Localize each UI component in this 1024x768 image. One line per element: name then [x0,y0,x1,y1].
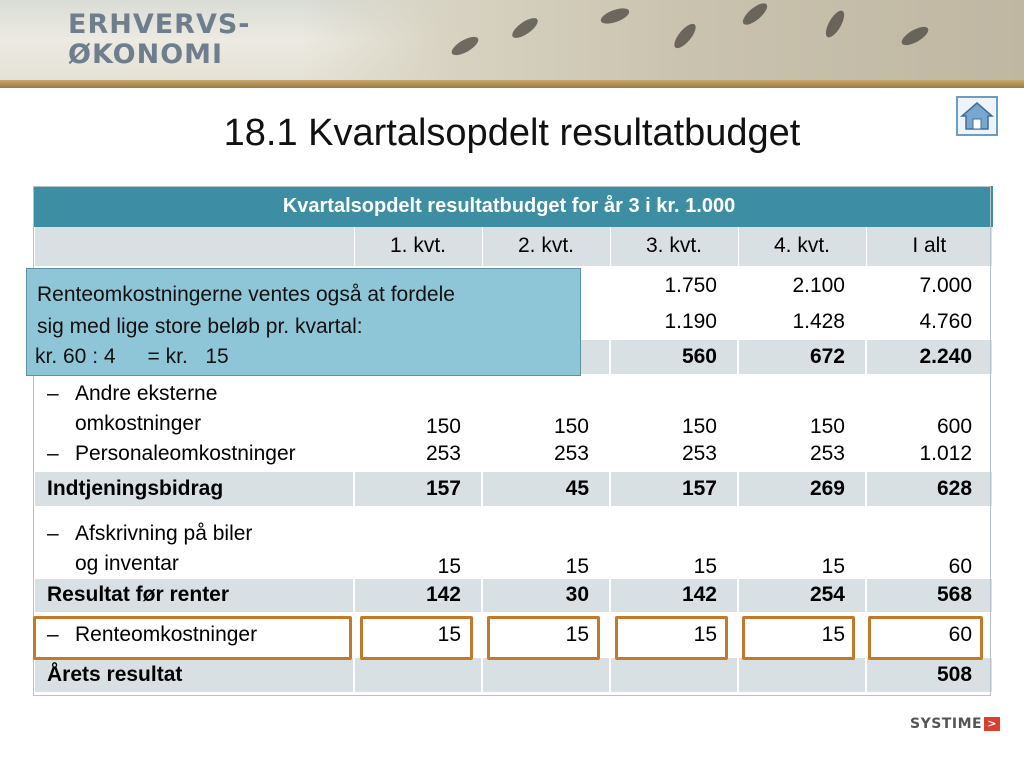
footprint-icon [509,14,540,41]
table-cell: 1.428 [738,305,866,339]
row-label-text: Renteomkostninger [75,622,258,646]
table-cell: 1.190 [610,305,738,339]
column-header-label [34,227,354,267]
footprint-icon [449,33,481,58]
header-banner [0,0,1024,88]
dash: – [47,381,59,405]
table-cell: 15 [738,613,866,657]
callout-calc-right: = kr. 15 [147,345,229,368]
table-cell: 254 [738,579,866,613]
callout-calculation [35,343,570,371]
callout-line-2: sig med lige store beløb pr. kvartal: [37,315,363,338]
table-row [34,613,992,657]
table-cell: 142 [354,579,482,613]
table-cell: 672 [738,339,866,375]
callout-box [26,268,581,376]
table-cell: 1.750 [610,267,738,305]
table-cell: 568 [866,579,992,613]
footprint-icon [599,5,631,27]
row-label [34,375,354,439]
table-cell: 150 [482,375,610,439]
table-cell: 253 [482,439,610,471]
table-cell: 15 [738,507,866,579]
table-cell: 150 [610,375,738,439]
row-label-text: Personaleomkostninger [75,442,296,465]
table-cell [738,657,866,693]
table-cell: 60 [866,613,992,657]
column-header: 2. kvt. [482,227,610,267]
table-cell: 508 [866,657,992,693]
table-cell: 157 [354,471,482,507]
table-cell: 15 [610,507,738,579]
table-cell: 253 [354,439,482,471]
table-cell: 4.760 [866,305,992,339]
dash: – [47,622,59,646]
dash: – [47,442,59,465]
callout-line-1: Renteomkostningerne ventes også at fordele [37,283,455,306]
table-cell: 253 [738,439,866,471]
row-label-line-2: omkostninger [75,411,202,435]
row-label: Indtjeningsbidrag [34,471,354,507]
table-cell: 15 [482,507,610,579]
table-cell: 150 [738,375,866,439]
row-label: Resultat før renter [34,579,354,613]
table-cell: 2.240 [866,339,992,375]
dash: – [47,521,59,545]
table-row [34,507,992,579]
callout-calc-left: kr. 60 : 4 [35,345,116,368]
row-label-line-1: Afskrivning på biler [75,521,253,545]
table-cell: 253 [610,439,738,471]
column-header: 4. kvt. [738,227,866,267]
table-cell [610,657,738,693]
column-header: I alt [866,227,992,267]
column-header: 3. kvt. [610,227,738,267]
table-cell: 15 [354,507,482,579]
row-label [34,439,354,471]
row-label [34,507,354,579]
table-row [34,657,992,693]
column-header: 1. kvt. [354,227,482,267]
table-cell: 60 [866,507,992,579]
budget-table [33,186,993,694]
footprint-icon [899,23,931,48]
row-label-line-1: Andre eksterne [75,381,218,405]
row-label [34,613,354,657]
table-cell: 150 [354,375,482,439]
footprint-icon [740,0,771,28]
brand-logo [68,10,268,70]
table-cell: 600 [866,375,992,439]
table-cell: 45 [482,471,610,507]
table-cell: 628 [866,471,992,507]
table-caption: Kvartalsopdelt resultatbudget for år 3 i kr. 1.000 [34,187,992,227]
table-cell: 560 [610,339,738,375]
table-row [34,471,992,507]
table-cell: 2.100 [738,267,866,305]
banner-photo [300,0,1024,82]
table-cell: 1.012 [866,439,992,471]
table-cell: 7.000 [866,267,992,305]
table-cell: 142 [610,579,738,613]
table-cell: 30 [482,579,610,613]
table-row [34,375,992,439]
footprint-icon [822,8,847,40]
table-cell: 15 [482,613,610,657]
table-cell: 157 [610,471,738,507]
table-cell [354,657,482,693]
row-label-line-2: og inventar [75,551,179,575]
banner-strip [0,80,1024,88]
table-row [34,439,992,471]
logo-line-2: ØKONOMI [68,39,224,70]
table-cell: 15 [354,613,482,657]
systime-logo [910,716,1000,736]
brand-text: SYSTIME [910,716,983,732]
table-cell [482,657,610,693]
page-title: 18.1 Kvartalsopdelt resultatbudget [223,112,801,154]
footprint-icon [671,21,699,52]
arrow-right-icon: > [984,717,1000,731]
table-cell: 269 [738,471,866,507]
table-row [34,579,992,613]
table-cell: 15 [610,613,738,657]
logo-line-1: ERHVERVS- [68,9,251,40]
row-label: Årets resultat [34,657,354,693]
